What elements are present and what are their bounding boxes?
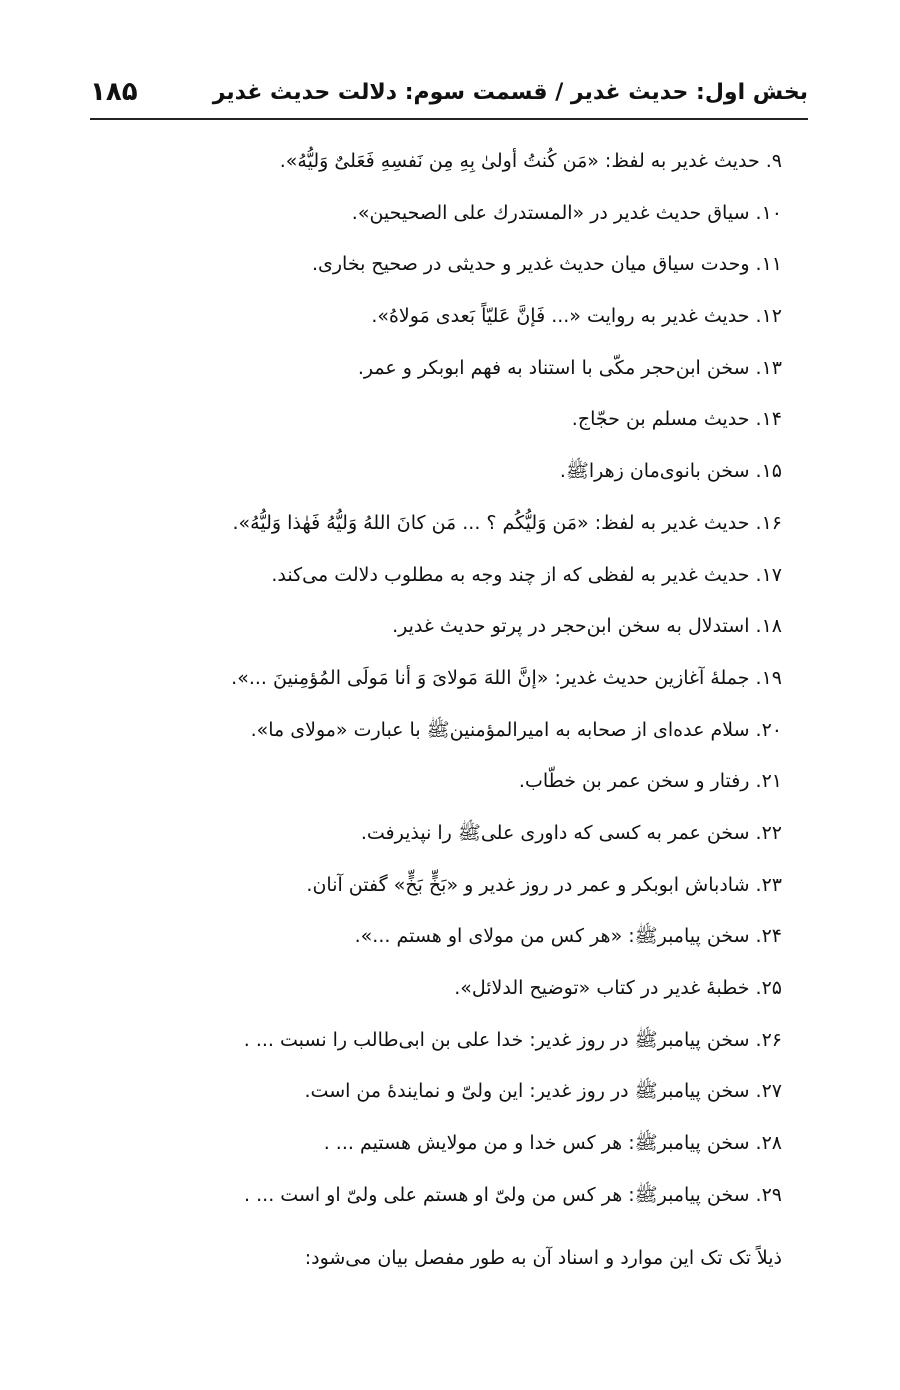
list-item: ۲۳. شادباش ابوبکر و عمر در روز غدیر و «بَخٍّ بَخٍّ» گفتن آنان. (306, 873, 782, 896)
list-item: ۲۱. رفتار و سخن عمر بن خطّاب. (518, 770, 782, 793)
closing-sentence: ذیلاً تک تک این موارد و اسناد آن به طور مفصل بیان می‌شود: (304, 1247, 782, 1269)
list-item: ۱۵. سخن بانوی‌مان زهرا‌ﷺ. (559, 460, 782, 483)
list-item: ۱۳. سخن ابن‌حجر مکّی با استناد به فهم ابوبکر و عمر. (357, 356, 782, 379)
list-item: ۱۷. حدیث غدیر به لفظی که از چند وجه به مطلوب دلالت می‌کند. (271, 563, 782, 586)
list-item: ۱۱. وحدت سیاق میان حدیث غدیر و حدیثی در صحیح بخاری. (311, 253, 782, 276)
list-item: ۱۴. حدیث مسلم بن حجّاج. (571, 408, 782, 431)
list-item: ۱۶. حدیث غدیر به لفظ: «مَن وَلیُّکُم ؟ ... مَن کانَ اللهُ وَلیُّهُ فَهٰذا وَلیُّهُ». (232, 511, 782, 534)
list-item: ۱۸. استدلال به سخن ابن‌حجر در پرتو حدیث غدیر. (392, 615, 782, 638)
page-header (90, 70, 808, 114)
list-item: ۲۰. سلام عده‌ای از صحابه به امیرالمؤمنین‌ﷺ با عبارت «مولای ما». (250, 718, 782, 741)
list-item: ۲۹. سخن پیامبر‌ﷺ: هر کس من ولیّ او هستم علی ولیّ او است ... . (244, 1183, 782, 1206)
running-title: بخش اول: حدیث غدیر / قسمت سوم: دلالت حدیث غدیر (212, 79, 808, 105)
page-number: ۱۸۵ (90, 77, 138, 107)
list-item: ۱۲. حدیث غدیر به روایت «... فَإنَّ عَلیّاً بَعدی مَولاهُ». (371, 305, 782, 328)
list-item: ۲۵. خطبهٔ غدیر در کتاب «توضیح الدلائل». (454, 977, 782, 999)
list-item: ۲۲. سخن عمر به کسی که داوری علی‌ﷺ را نپذیرفت. (360, 821, 782, 844)
topic-list (162, 136, 782, 1221)
list-item: ۲۴. سخن پیامبر‌ﷺ: «هر کس من مولای او هستم ...». (354, 925, 782, 948)
list-item: ۹. حدیث غدیر به لفظ: «مَن کُنتُ أولیٰ بِهِ مِن نَفسِهِ فَعَلیٌ وَلیُّهُ». (279, 150, 782, 172)
list-item: ۲۸. سخن پیامبر‌ﷺ: هر کس خدا و من مولایش هستیم ... . (323, 1132, 782, 1155)
header-divider (90, 118, 808, 120)
list-item: ۱۰. سیاق حدیث غدیر در «المستدرك علی الصحیحین». (351, 201, 782, 224)
list-item: ۲۷. سخن پیامبر‌ﷺ در روز غدیر: این ولیّ و نمایندهٔ من است. (304, 1080, 782, 1103)
list-item: ۱۹. جملهٔ آغازین حدیث غدیر: «إنَّ اللهَ مَولایَ وَ أنا مَولَی المُؤمِنینَ ...». (231, 666, 782, 689)
list-item: ۲۶. سخن پیامبر‌ﷺ در روز غدیر: خدا علی بن ابی‌طالب را نسبت ... . (243, 1028, 782, 1051)
